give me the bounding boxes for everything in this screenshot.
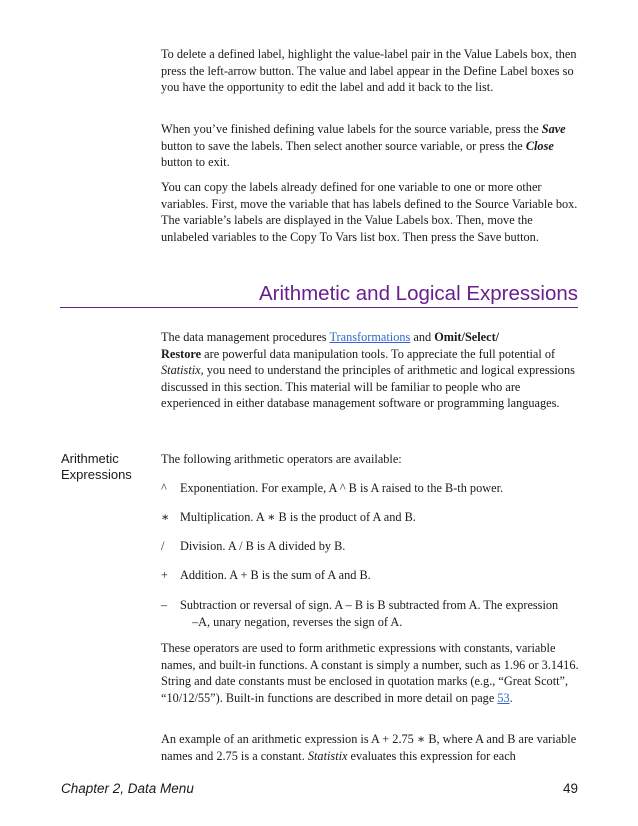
side-label-line-1: Arithmetic — [61, 451, 119, 466]
operator-symbol: + — [161, 568, 168, 582]
section-intro-text-c: are powerful data manipulation tools. To appreciate the full potential of — [201, 346, 556, 361]
section-intro-paragraph — [161, 329, 581, 412]
operator-symbol: – — [161, 598, 168, 612]
example-paragraph — [161, 731, 581, 764]
intro-p2-text-c: button to exit. — [161, 155, 230, 170]
operator-symbol: ^ — [161, 481, 167, 495]
statistix-italic: Statistix — [307, 748, 348, 763]
page-53-link[interactable]: 53 — [497, 690, 510, 705]
operators-paragraph — [161, 640, 581, 706]
operator-description-line-1: Subtraction or reversal of sign. A – B is B subtracted from A. The expression — [180, 598, 559, 612]
intro-p2-text-a: When you’ve finished defining value labels for the source variable, press the — [161, 122, 542, 136]
page-number: 49 — [562, 781, 578, 796]
section-heading — [60, 283, 578, 308]
example-text-a: An example of an arithmetic expression is A + 2.75 ∗ B, where A and B are variable names and 2.75 is a constant. — [161, 732, 577, 763]
arith-intro: The following arithmetic operators are available: — [161, 452, 402, 466]
section-intro-text-a: The data management procedures — [161, 330, 330, 344]
operator-description: Multiplication. A ∗ B is the product of A and B. — [180, 510, 416, 524]
intro-paragraph-1: To delete a defined label, highlight the value-label pair in the Value Labels box, then press the left-arrow button. The value and label appear in the Define Label boxes so you have the opportunity to edit the label and add it back to the list. — [161, 47, 577, 95]
statistix-italic: Statistix — [161, 363, 201, 378]
operators-text-a: These operators are used to form arithmetic expressions with constants, variable names, and built-in functions. A constant is simply a number, such as 1.96 or 3.1416. String and date constants must be enclosed in quotation marks (e.g., “Great Scott”, “10/12/55”). Built-in functions are described in more detail on page — [161, 641, 579, 705]
operator-description-line-2: –A, unary negation, reverses the sign of A. — [192, 614, 403, 629]
operator-description: Division. A / B is A divided by B. — [180, 539, 346, 553]
omit-select-bold: Omit/Select/ — [434, 330, 500, 344]
section-intro-text-b: and — [410, 330, 435, 344]
operators-text-b: . — [509, 690, 513, 705]
footer-chapter: Chapter 2, Data Menu — [61, 781, 194, 796]
operator-description: Addition. A + B is the sum of A and B. — [180, 568, 371, 582]
save-button-ref: Save — [541, 122, 566, 136]
intro-paragraph-2 — [161, 121, 581, 171]
operator-description — [180, 597, 581, 630]
example-text-b: evaluates this expression for each — [347, 748, 516, 763]
section-intro-text-d: , you need to understand the principles of arithmetic and logical expressions discussed in this section. This material will be familiar to people who are experienced in either database management software or programming languages. — [161, 363, 575, 411]
intro-p2-text-b: button to save the labels. Then select another source variable, or press the — [161, 138, 526, 153]
section-title: Arithmetic and Logical Expressions — [258, 282, 578, 305]
operator-description: Exponentiation. For example, A ^ B is A raised to the B-th power. — [180, 481, 504, 495]
restore-bold: Restore — [161, 346, 202, 361]
side-label-line-2: Expressions — [61, 467, 132, 482]
transformations-link[interactable]: Transformations — [329, 330, 411, 344]
operator-symbol: / — [161, 539, 165, 553]
intro-paragraph-3: You can copy the labels already defined for one variable to one or more other variables. First, move the variable that has labels defined to the Source Variable box. The variable’s labels are displayed in the Value Labels box. Then, move the unlabeled variables to the Copy To Vars list box. Then press the Save button. — [161, 180, 578, 244]
operator-symbol: ∗ — [161, 510, 170, 524]
side-label-arithmetic-expressions — [61, 451, 151, 483]
close-button-ref: Close — [525, 138, 554, 153]
